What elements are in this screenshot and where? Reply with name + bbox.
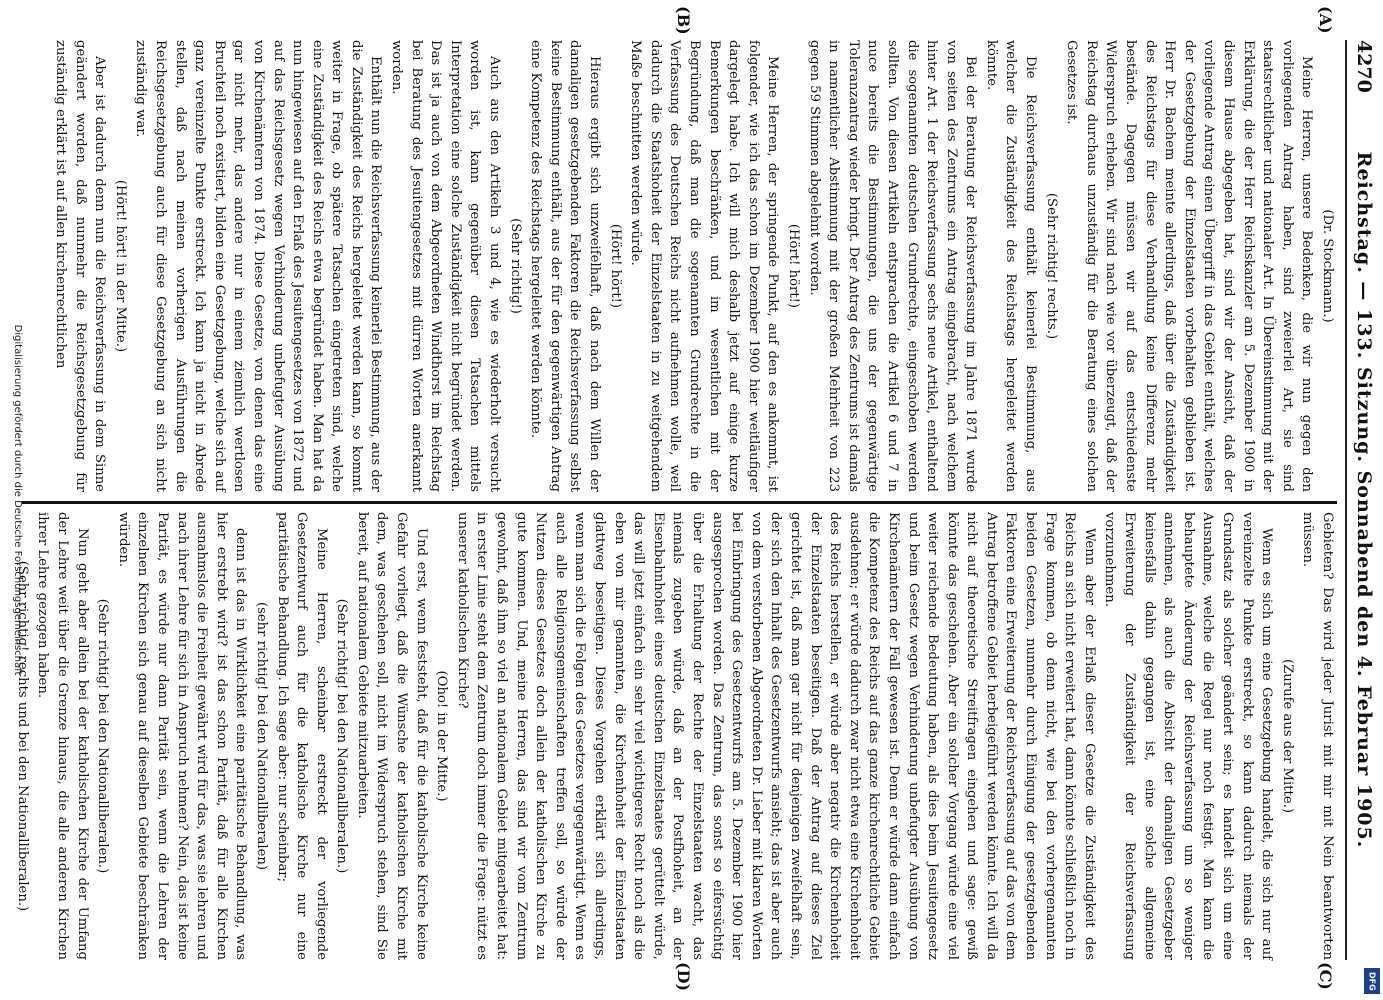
interjection: (Sehr richtig! bei den Nationalliberalen.) — [95, 598, 111, 874]
margin-marker-c: (C) — [1316, 962, 1335, 990]
page-header — [1349, 40, 1375, 960]
paragraph: Enthält nun die Reichsverfassung keinerlei Bestimmung, aus der die Zuständigkeit des Reichs hergeleitet werden kann, so kommt weiter in Frage, ob spätere Tatsachen eingetreten sind, welche eine Zuständigkeit des Reichs etwa begründet haben. Man hat da nun hingewiesen auf den Erlaß des Jesuitengesetzes von 1872 und auf das Reichsgesetz wegen Verhinderung unbefugter Ausübung von Kirchenämtern von 1874. Diese Gesetze, von denen das eine gar nicht mehr, das andere nur in einem ziemlich wertlosen Bruchteil noch existiert, bilden eine Gesetzgebung, welche sich auf ganz vereinzelte Punkte erstreckt. Ich kann ja nicht in Abrede stellen, daß nach meinen vorherigen Ausführungen die Reichsgesetzgebung auch für diese Gesetzgebung an sich nicht zuständig war. — [133, 40, 384, 492]
right-column — [14, 512, 1337, 960]
page-number: 4270 — [1353, 40, 1375, 93]
interjection: (Oho! in der Mitte.) — [434, 670, 450, 802]
paragraph: Meine Herren, der springende Punkt, auf den es ankommt, ist folgender, wie ich das schon im Dezember 1900 hier weitläufiger dargelegt habe. Ich will mich deshalb jetzt auf einige kurze Bemerkungen beschränken, und im wesentlichen mit der Begründung, daß man die sogenannten Grundrechte in die Verfassung des Deutschen Reichs nicht aufnehmen wolle, weil dadurch die Staatshoheit der Einzelstaaten in zu weitgehendem Maße beschnitten werden würde. — [628, 40, 781, 492]
paragraph: Meine Herren, unsere Bedenken, die wir nun gegen den vorliegenden Antrag haben, sind zweierlei Art, sie sind staatsrechtlicher und nationaler Art. In Übereinstimmung mit der Erklärung, die der Herr Reichskanzler am 5. Dezember 1900 in diesem Hause abgegeben hat, sind wir der Ansicht, daß der vorliegende Antrag einen Übergriff in das Gebiet enthält, welches der Gesetzgebung der Einzelstaaten vorbehalten geblieben ist. Herr Dr. Bachem meinte allerdings, daß über die Zuständigkeit des Reichstags für diese Verhandlung keine Differenz mehr bestände. Dagegen müssen wir auf das entschiedenste Widerspruch erheben. Wir sind nach wie vor überzeugt, daß der Reichstag durchaus unzuständig für die Beratung eines solchen Gesetzes ist. — [1064, 40, 1315, 492]
page-title: Reichstag. — 133. Sitzung. Sonnabend den 4. Februar 1905. — [1353, 151, 1375, 849]
paragraph: Bei der Beratung der Reichsverfassung im Jahre 1871 wurde von seiten des Zentrums ein Antrag eingebracht, nach welchem hinter Art. 1 der Reichsverfassung sechs neue Artikel, enthaltend die sogenannten deutschen Grundrechte, eingeschoben werden sollten. Von diesen Artikeln entsprachen die Artikel 6 und 7 in nuce bereits die Bestimmungen, die uns der gegenwärtige Toleranzantrag wieder bringt. Der Antrag des Zentrums ist damals in namentlicher Abstimmung mit der großen Mehrheit von 223 gegen 59 Stimmen abgelehnt worden. — [806, 40, 979, 492]
interjection: (Sehr richtig! rechts und bei den Nationalliberalen.) — [14, 560, 30, 912]
interjection: (Hört! hört! in der Mitte.) — [112, 179, 128, 353]
margin-marker-d: (D) — [674, 962, 693, 992]
left-column-text — [50, 40, 1316, 492]
paragraph: Wenn es sich um eine Gesetzgebung handelt, die sich nur auf vereinzelte Punkte erstreckt, so kann dadurch niemals der Grundsatz als solcher geändert sein; es handelt sich um eine Ausnahme, welche die Regel nur noch festigt. Man kann die behauptete Änderung der Reichsverfassung um so weniger annehmen, als auch die Absicht der damaligen Gesetzgeber keinesfalls dahin gegangen ist, eine solche allgemeine Erweiterung der Zuständigkeit der Reichsverfassung vorzunehmen. — [1102, 512, 1275, 960]
header-rule — [1345, 40, 1347, 960]
paragraph: Gebieten? Das wird jeder Jurist mit mir mit Nein beantworten müssen. — [1300, 512, 1335, 960]
speaker-name: (Dr. Stockmann.) — [1320, 209, 1335, 323]
paragraph: Nun geht aber allein bei der katholischen Kirche der Umfang der Lehre weit über die Grenze hinaus, die alle anderen Kirchen ihrer Lehre gezogen haben. — [35, 512, 90, 960]
margin-marker-a: (A) — [1316, 6, 1335, 34]
interjection: (Hört! hört!) — [785, 223, 801, 309]
interjection: (Sehr richtig! rechts.) — [1043, 192, 1059, 340]
interjection: (Hört! hört!) — [607, 223, 623, 309]
interjection: (Sehr richtig! bei den Nationalliberalen.) — [334, 598, 350, 874]
interjection: (Zurufe aus der Mitte.) — [1279, 659, 1295, 813]
paragraph: Die Reichsverfassung enthält keinerlei Bestimmung, aus welcher die Zuständigkeit des Reichstags hergeleitet werden könnte. — [983, 40, 1039, 492]
right-column-text — [12, 512, 1337, 960]
interjection: (sehr richtig! bei den Nationalliberalen) — [253, 601, 269, 871]
column-divider — [22, 501, 1337, 504]
paragraph: Meine Herren, scheinbar erstreckt der vorliegende Gesetzentwurf auch für die katholische Kirche nur eine paritätische Behandlung. Ich sage aber: nur scheinbar; — [274, 512, 329, 960]
paragraph: Und erst, wenn feststeht, daß für die katholische Kirche keine Gefahr vorliegt, daß die Wünsche der katholischen Kirche mit dem, was geschehen soll, nicht im Widerspruch stehen, sind Sie bereit, auf nationalem Gebiete mitzuarbeiten. — [354, 512, 429, 960]
paragraph: Wenn aber der Erlaß dieser Gesetze die Zuständigkeit des Reichs an sich nicht erweitert hat, dann könnte schließlich noch in Frage kommen, ob denn nicht, wie bei den vorhergenannten beiden Gesetzen, nunmehr durch Einigung der gesetzgebenden Faktoren eine Erweiterung der Reichsverfassung auf das von dem Antrag betroffene Gebiet herbeigeführt werden könnte. Ich will da nicht auf theoretische Streitfragen eingehen und sage: gewiß könnte das geschehen. Aber ein solcher Vorgang würde eine viel weiter reichende Bedeutung haben, als dies beim Jesuitengesetz und beim Gesetz wegen Verhinderung unbefugter Ausübung von Kirchenämtern der Fall gewesen ist. Denn er würde dann einfach die Kompetenz des Reichs auf das ganze kirchenrechtliche Gebiet ausdehnen; er würde dadurch zwar nicht etwa eine Kirchenhoheit des Reichs herstellen, er würde aber negativ die Kirchenhoheit der Einzelstaaten beseitigen. Daß der Antrag auf dieses Ziel gerichtet ist, daß man gar nicht für denjenigen zweifelhaft sein, der sich den Inhalt des Gesetzentwurfs ansieht; das ist aber auch von dem verstorbenen Abgeordneten Dr. Lieber mit klaren Worten bei Einbringung des Gesetzentwurfs am 5. Dezember 1900 hier ausgesprochen worden. Das Zentrum, das sonst so eifersüchtig über die Erhaltung der Rechte der Einzelstaaten wacht, das niemals zugeben würde, daß an der Postfhoheit, an der Eisenbahnhoheit eines deutschen Einzelstaates gerüttelt würde, das will jetzt einfach ein sehr viel wichtigeres Recht noch als die eben von mir genannten, die Kirchenhoheit der Einzelstaaten glattweg beseitigen. Dieses Vorgehen erklärt sich allerdings, wenn man sich die Folgen des Gesetzes vergegenwärtigt. Wenn es auch alle Religionsgemeinschaften treffen soll, so würde der Nutzen dieses Gesetzes doch allein der katholischen Kirche zu gute kommen. Und, meine Herren, das sind wir vom Zentrum gewohnt, daß ihm so viel an nationalem Gebiet mitgearbeitet hat: in erster Linie steht dem Zentrum doch immer die Frage: nützt es unserer katholischen Kirche? — [454, 512, 1097, 960]
paragraph: Auch aus den Artikeln 3 und 4, wie es wiederholt versucht worden ist, kann gegenüber diesen Tatsachen mittels Interpretation eine solche Zuständigkeit nicht begründet werden. Das ist ja auch von dem Abgeordneten Windthorst im Reichstag bei Beratung des Jesuitengesetzes mit dürren Worten anerkannt worden. — [389, 40, 503, 492]
dfg-logo: DFG — [1364, 968, 1380, 994]
paragraph: denn ist das in Wirklichkeit eine paritätische Behandlung, was hier erstrebt wird? ist das schon Parität, daß für alle Kirchen ausnahmslos die Freiheit gewährt wird für das, was sie lehren und nach ihrer Lehre für sich in Anspruch nehmen? Nein, das ist keine Parität, es würde nur dann Parität sein, wenn die Lehren der einzelnen Kirchen sich genau auf dieselben Gebiete beschränken würden. — [115, 512, 249, 960]
interjection: (Sehr richtig!) — [507, 218, 523, 314]
paragraph: Aber ist dadurch denn nun die Reichsverfassung in dem Sinne geändert worden, daß nunmehr die Reichsgesetzgebung für zuständig erklärt ist auf allen kirchenrechtlichen — [53, 40, 108, 492]
paragraph: Hieraus ergibt sich unzweifelhaft, daß nach dem Willen der damaligen gesetzgebenden Faktoren die Reichsverfassung selbst keine Bestimmung enthält, aus der für den gegenwärtigen Antrag eine Kompetenz des Reichstags hergeleitet werden könnte. — [528, 40, 603, 492]
left-column — [22, 40, 1337, 492]
margin-marker-b: (B) — [674, 6, 693, 35]
digitization-credit: Digitalisierung gefördert durch die Deutsche Forschungsgemeinschaft — [12, 324, 23, 676]
